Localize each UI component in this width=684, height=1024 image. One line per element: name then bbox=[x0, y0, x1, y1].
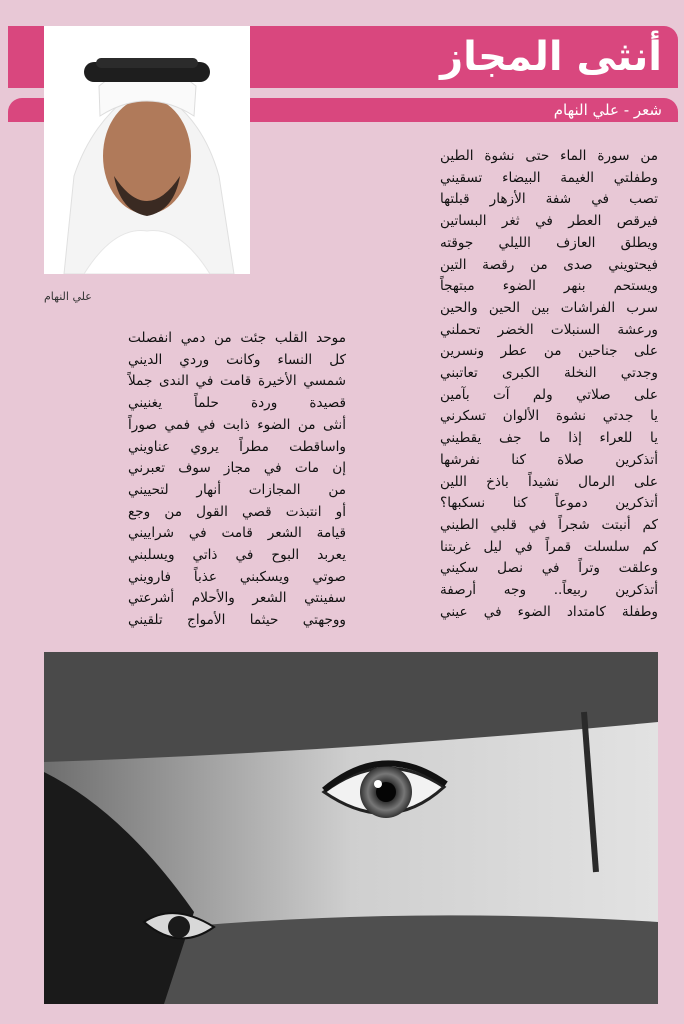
poem-line: يا جدتي نشوة الألوان تسكرني bbox=[440, 408, 658, 425]
poem-line: فيحتويني صدى من رقصة التين bbox=[440, 256, 658, 273]
byline-band-left bbox=[8, 98, 44, 122]
poem-line: تصب في شفة الأزهار قبلتها bbox=[440, 191, 658, 208]
poem-line: صوتي ويسكبني عذباً فارويني bbox=[128, 568, 346, 585]
poem-line: سرب الفراشات بين الحين والحين bbox=[440, 299, 658, 316]
article-title: أنثى المجاز bbox=[440, 34, 662, 80]
poem-column-left bbox=[128, 328, 346, 632]
poem-line: فيرقص العطر في ثغر البساتين bbox=[440, 213, 658, 230]
poem-line: كم أنبتت شجراً في قلبي الطيني bbox=[440, 516, 658, 533]
poem-line: كل النساء وكانت وردي الديني bbox=[128, 351, 346, 368]
poem-line: أتذكرين دموعاً كنا نسكبها؟ bbox=[440, 495, 658, 512]
poem-line: وعلقت وتراً في نصل سكيني bbox=[440, 560, 658, 577]
poem-line: وطفلة كامتداد الضوء في عيني bbox=[440, 603, 658, 620]
author-photo bbox=[44, 26, 250, 274]
photo-caption: علي النهام bbox=[44, 290, 92, 303]
poem-line: واساقطت مطراً يروي عناويني bbox=[128, 438, 346, 455]
poem-line: ويطلق العازف الليلي جوقته bbox=[440, 234, 658, 251]
poem-line: أتذكرين ربيعاً.. وجه أرصفة bbox=[440, 582, 658, 599]
poem-line: شمسي الأخيرة قامت في الندى جملاً bbox=[128, 373, 346, 390]
poem-line: على صلاتي ولم آت بآمين bbox=[440, 386, 658, 403]
poem-line: على الرمال نشيداً باذخ اللين bbox=[440, 473, 658, 490]
poem-line: سفينتي الشعر والأحلام أشرعتي bbox=[128, 590, 346, 607]
poem-line: قيامة الشعر قامت في شراييني bbox=[128, 525, 346, 542]
poem-line: وطفلتي الغيمة البيضاء تسقيني bbox=[440, 169, 658, 186]
poem-line: من المجازات أنهار لتحييني bbox=[128, 481, 346, 498]
poem-line: من سورة الماء حتى نشوة الطين bbox=[440, 148, 658, 164]
poem-line: أو انتبذت قصي القول من وجع bbox=[128, 503, 346, 520]
poem-line: وجدتي النخلة الكبرى تعاتبني bbox=[440, 365, 658, 382]
poem-line: أنثى من الضوء ذابت في فمي صوراً bbox=[128, 416, 346, 433]
poem-line: قصيدة وردة حلماً يغنيني bbox=[128, 395, 346, 412]
eye-photo bbox=[44, 652, 658, 1004]
poem-line: إن مات في مجاز سوف تعبرني bbox=[128, 460, 346, 477]
poem-column-right bbox=[440, 146, 658, 623]
poem-line: ورعشة السنبلات الخضر تحملني bbox=[440, 321, 658, 338]
poem-line: ووجهتي حيثما الأمواج تلقيني bbox=[128, 612, 346, 629]
poem-line: ويستحم بنهر الضوء مبتهجاً bbox=[440, 278, 658, 295]
byline: شعر - علي النهام bbox=[553, 101, 662, 119]
poem-line: كم سلسلت قمراً في ليل غربتنا bbox=[440, 538, 658, 555]
poem-line: موحد القلب جئت من دمي انفصلت bbox=[128, 330, 346, 346]
author-portrait-illustration bbox=[44, 26, 250, 274]
poem-line: يا للعراء إذا ما جف يقطيني bbox=[440, 430, 658, 447]
poem-line: أتذكرين صلاة كنا نفرشها bbox=[440, 451, 658, 468]
poem-line: يعربد البوح في ذاتي ويسلبني bbox=[128, 547, 346, 564]
eye-photo-illustration bbox=[44, 652, 658, 1004]
poem-line: على جناحين من عطر ونسرين bbox=[440, 343, 658, 360]
